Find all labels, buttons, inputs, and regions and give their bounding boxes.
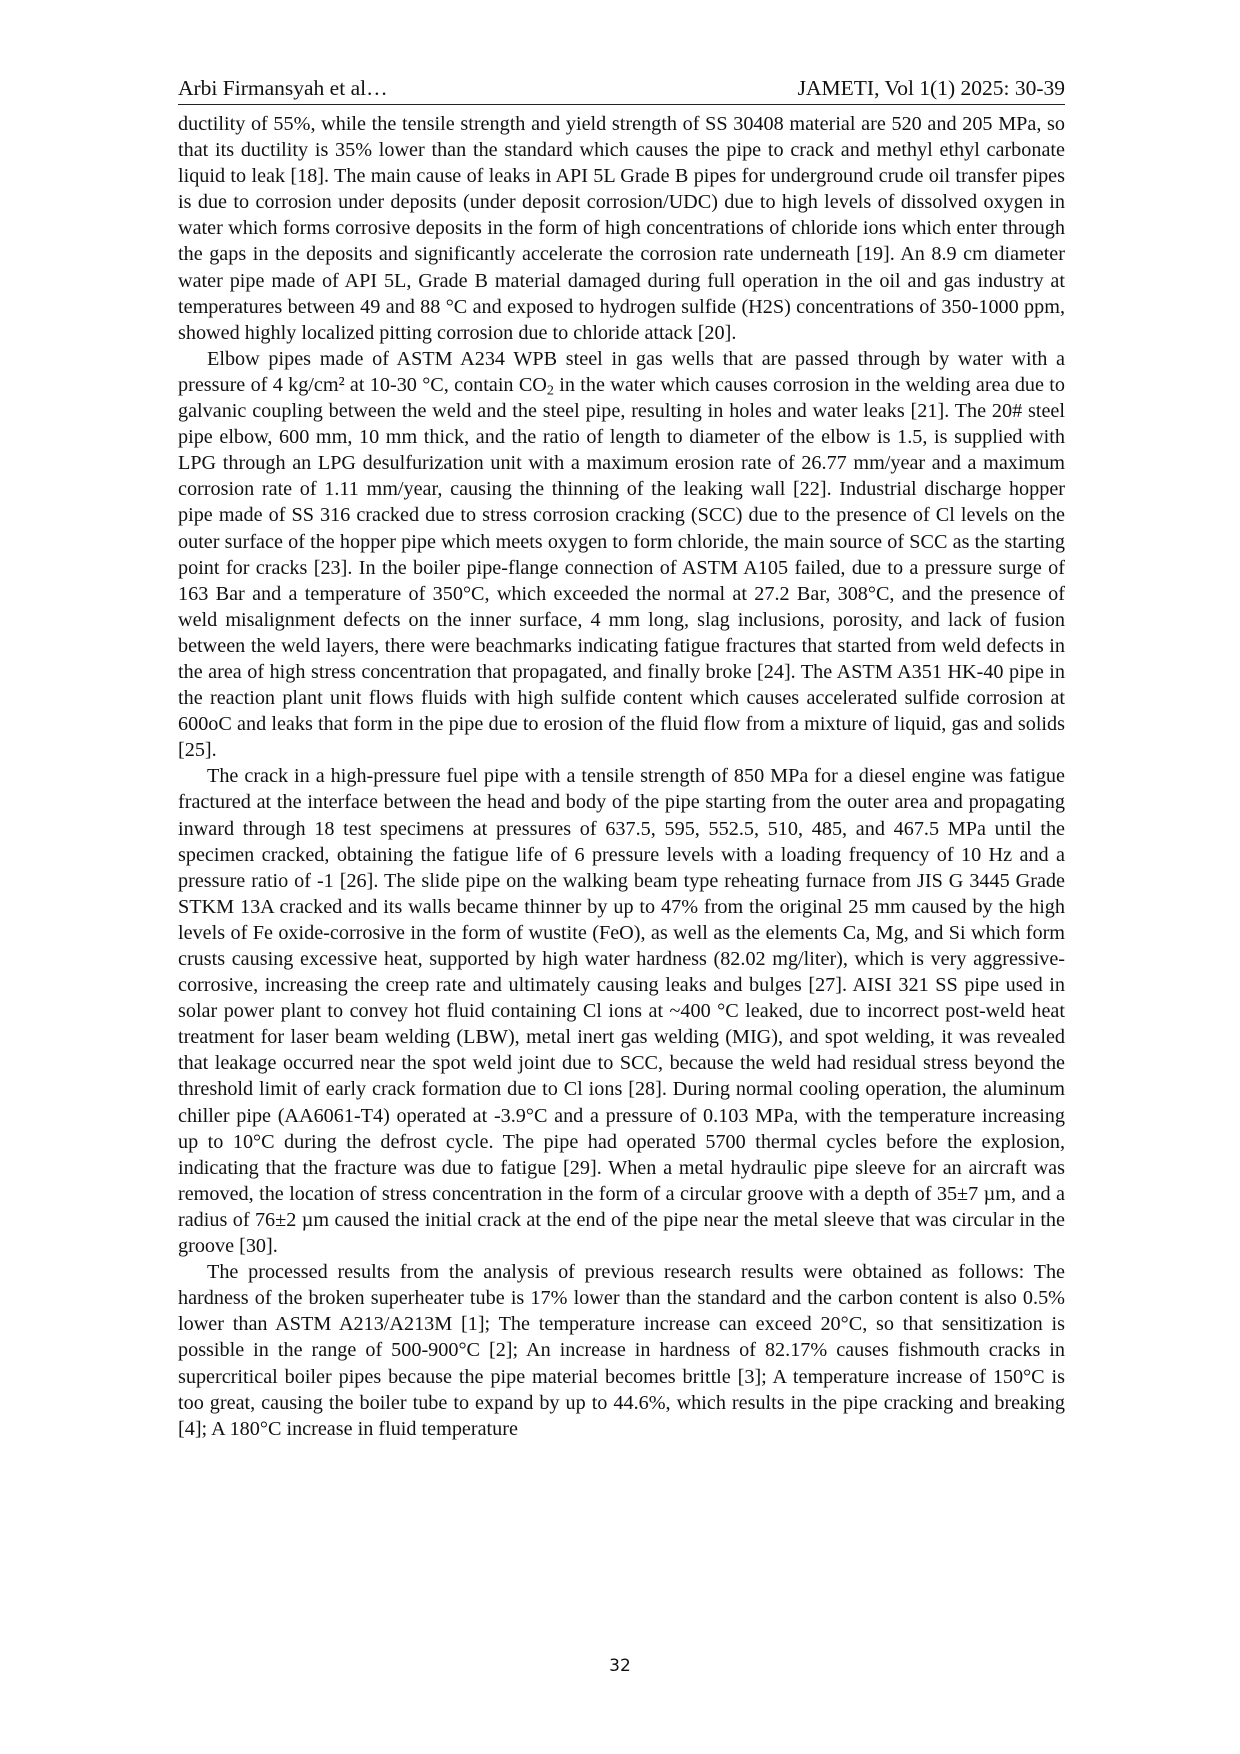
paragraph-fuel-pipe: The crack in a high-pressure fuel pipe with a tensile strength of 850 MPa for a diesel engine was fatigue fractured at the interface between the head and body of the pipe starting from the outer area and propagating inward through 18 test specimens at pressures of 637.5, 595, 552.5, 510, 485, and 467.5 MPa until the specimen cracked, obtaining the fatigue life of 6 pressure levels with a loading frequency of 10 Hz and a pressure ratio of -1 [26]. The slide pipe on the walking beam type reheating furnace from JIS G 3445 Grade STKM 13A cracked and its walls became thinner by up to 47% from the original 25 mm caused by the high levels of Fe oxide-corrosive in the form of wustite (FeO), as well as the elements Ca, Mg, and Si which form crusts causing excessive heat, supported by high water hardness (82.02 mg/liter), which is very aggressive-corrosive, increasing the creep rate and ultimately causing leaks and bulges [27]. AISI 321 SS pipe used in solar power plant to convey hot fluid containing Cl ions at ~400 °C leaked, due to incorrect post-weld heat treatment for laser beam welding (LBW), metal inert gas welding (MIG), and spot welding, it was revealed that leakage occurred near the spot weld joint due to SCC, because the weld had residual stress beyond the threshold limit of early crack formation due to Cl ions [28]. During normal cooling operation, the aluminum chiller pipe (AA6061-T4) operated at -3.9°C and a pressure of 0.103 MPa, with the temperature increasing up to 10°C during the defrost cycle. The pipe had operated 5700 thermal cycles before the explosion, indicating that the fracture was due to fatigue [29]. When a metal hydraulic pipe sleeve for an aircraft was removed, the location of stress concentration in the form of a circular groove with a depth of 35±7 µm, and a radius of 76±2 µm caused the initial crack at the end of the pipe near the metal sleeve that was circular in the groove [30]. bbox=[178, 765, 1065, 1258]
running-header bbox=[178, 74, 1065, 105]
paragraph-text: Elbow pipes made of ASTM A234 WPB steel in gas wells that are passed through by water with a pressure of 4 kg/cm² at 10-30 °C, contain CO bbox=[178, 347, 1065, 396]
paragraph-processed-results: The processed results from the analysis of previous research results were obtained as follows: The hardness of the broken superheater tube is 17% lower than the standard and the carbon content is also 0.5% lower than ASTM A213/A213M [1]; The temperature increase can exceed 20°C, so that sensitization is possible in the range of 500-900°C [2]; An increase in hardness of 82.17% causes fishmouth cracks in supercritical boiler pipes because the pipe material becomes brittle [3]; A temperature increase of 150°C is too great, causing the boiler tube to expand by up to 44.6%, which results in the pipe cracking and breaking [4]; A 180°C increase in fluid temperature bbox=[178, 1261, 1065, 1440]
page-number: 32 bbox=[609, 1656, 631, 1676]
header-authors: Arbi Firmansyah et al… bbox=[178, 76, 388, 100]
paragraph-continued: ductility of 55%, while the tensile strength and yield strength of SS 30408 material are 520 and 205 MPa, so that its ductility is 35% lower than the standard which causes the pipe to crack and methyl ethyl carbonate liquid to leak [18]. The main cause of leaks in API 5L Grade B pipes for underground crude oil transfer pipes is due to corrosion under deposits (under deposit corrosion/UDC) due to high levels of dissolved oxygen in water which forms corrosive deposits in the form of high concentrations of chloride ions which enter through the gaps in the deposits and significantly accelerate the corrosion rate underneath [19]. An 8.9 cm diameter water pipe made of API 5L, Grade B material damaged during full operation in the oil and gas industry at temperatures between 49 and 88 °C and exposed to hydrogen sulfide (H2S) concentrations of 350-1000 ppm, showed highly localized pitting corrosion due to chloride attack [20]. bbox=[178, 113, 1065, 344]
paragraph-text: in the water which causes corrosion in the welding area due to galvanic coupling between the weld and the steel pipe, resulting in holes and water leaks [21]. The 20# steel pipe elbow, 600 mm, 10 mm thick, and the ratio of length to diameter of the elbow is 1.5, is supplied with LPG through an LPG desulfurization unit with a maximum erosion rate of 26.77 mm/year and a maximum corrosion rate of 1.11 mm/year, causing the thinning of the leaking wall [22]. Industrial discharge hopper pipe made of SS 316 cracked due to stress corrosion cracking (SCC) due to the presence of Cl levels on the outer surface of the hopper pipe which meets oxygen to form chloride, the main source of SCC as the starting point for cracks [23]. In the boiler pipe-flange connection of ASTM A105 failed, due to a pressure surge of 163 Bar and a temperature of 350°C, which exceeded the normal at 27.2 Bar, 308°C, and the presence of weld misalignment defects on the inner surface, 4 mm long, slag inclusions, porosity, and lack of fusion between the weld layers, there were beachmarks indicating fatigue fractures that started from weld defects in the area of high stress concentration that propagated, and finally broke [24]. The ASTM A351 HK-40 pipe in the reaction plant unit flows fluids with high sulfide content which causes accelerated sulfide corrosion at 600oC and leaks that form in the pipe due to erosion of the fluid flow from a mixture of liquid, gas and solids [25]. bbox=[178, 373, 1065, 762]
header-journal-citation: JAMETI, Vol 1(1) 2025: 30-39 bbox=[797, 76, 1065, 100]
body-text bbox=[178, 111, 1065, 1442]
paragraph-elbow-pipes bbox=[178, 346, 1065, 764]
subscript: 2 bbox=[546, 382, 554, 399]
